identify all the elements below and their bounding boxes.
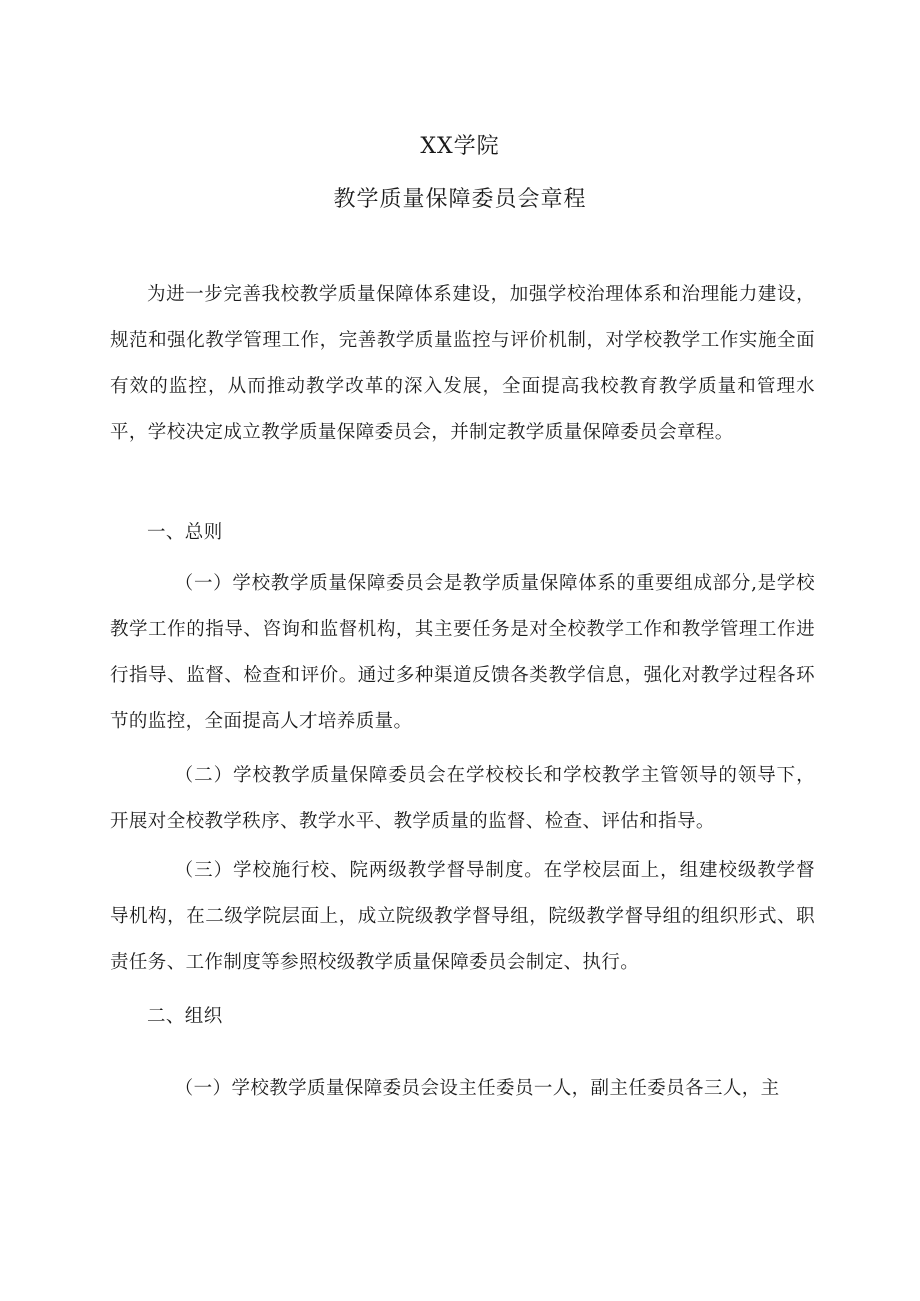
section-paragraph: （一）学校教学质量保障委员会是教学质量保障体系的重要组成部分,是学校教学工作的指导、咨询和监督机构，其主要任务是对全校教学工作和教学管理工作进行指导、监督、检查和评价。通过多种渠道反馈各类教学信息，强化对教学过程各环节的监控，全面提高人才培养质量。: [110, 573, 815, 732]
section-heading-organization: 二、组织: [147, 1006, 223, 1027]
section-paragraph: （一）学校教学质量保障委员会设主任委员一人，副主任委员各三人，主: [174, 1078, 780, 1099]
section-paragraph: （二）学校教学质量保障委员会在学校校长和学校教学主管领导的领导下，开展对全校教学秩序、教学水平、教学质量的监督、检查、评估和指导。: [110, 765, 815, 832]
document-title-charter: 教学质量保障委员会章程: [333, 187, 587, 212]
document-title-school: XX学院: [420, 134, 500, 159]
intro-paragraph: 为进一步完善我校教学质量保障体系建设，加强学校治理体系和治理能力建设，规范和强化教学管理工作，完善教学质量监控与评价机制，对学校教学工作实施全面有效的监控，从而推动教学改革的深入发展，全面提高我校教育教学质量和管理水平，学校决定成立教学质量保障委员会，并制定教学质量保障委员会章程。: [110, 284, 815, 443]
section-paragraph: （三）学校施行校、院两级教学督导制度。在学校层面上，组建校级教学督导机构，在二级学院层面上，成立院级教学督导组，院级教学督导组的组织形式、职责任务、工作制度等参照校级教学质量保障委员会制定、执行。: [110, 860, 815, 973]
section-heading-general: 一、总则: [147, 522, 223, 543]
